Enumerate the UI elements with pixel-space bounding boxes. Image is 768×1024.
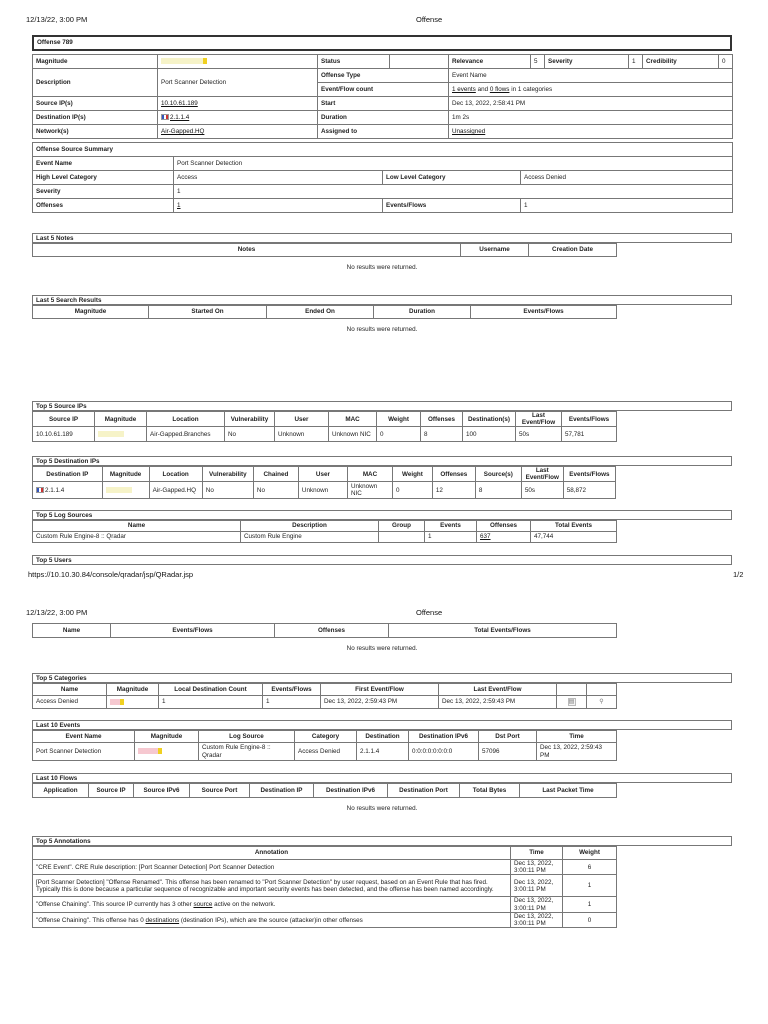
destination-ips-label: Destination IP(s) xyxy=(33,111,158,125)
destination-ips-table xyxy=(32,466,616,499)
cat-name: Access Denied xyxy=(33,696,107,709)
summary-offenses-label: Offenses xyxy=(33,199,174,213)
src-col-vulnerability[interactable]: Vulnerability xyxy=(225,412,275,427)
search-results-table xyxy=(32,305,617,319)
dst-ip xyxy=(33,482,103,499)
log-col-offenses[interactable]: Offenses xyxy=(477,521,531,532)
ev-col-log-source[interactable]: Log Source xyxy=(199,731,295,743)
src-last: 50s xyxy=(516,427,562,442)
source-ips-section xyxy=(32,401,732,442)
magnifier-icon[interactable]: ⚲ xyxy=(599,698,604,705)
log-description: Custom Rule Engine xyxy=(241,532,379,543)
notes-section xyxy=(32,233,732,279)
fl-col-source-ip[interactable]: Source IP xyxy=(89,784,134,798)
src-col-ip[interactable]: Source IP xyxy=(33,412,95,427)
fl-col-destination-port[interactable]: Destination Port xyxy=(388,784,460,798)
table-row[interactable] xyxy=(33,743,617,761)
ann-col-weight[interactable]: Weight xyxy=(563,847,617,860)
users-section-title-block xyxy=(32,555,732,565)
cat-col-events[interactable]: Events/Flows xyxy=(263,684,321,696)
table-row xyxy=(33,860,617,875)
ev-dst-port: 57096 xyxy=(479,743,537,761)
dst-chained: No xyxy=(253,482,298,499)
table-row xyxy=(33,912,617,927)
event-flow-count-label: Event/Flow count xyxy=(318,83,449,97)
ev-col-category[interactable]: Category xyxy=(295,731,357,743)
events-section xyxy=(32,720,732,761)
ev-time: Dec 13, 2022, 2:59:43 PM xyxy=(537,743,617,761)
cat-last: Dec 13, 2022, 2:59:43 PM xyxy=(439,696,557,709)
description-label: Description xyxy=(33,69,158,97)
dst-weight: 0 xyxy=(392,482,432,499)
src-col-location[interactable]: Location xyxy=(147,412,225,427)
src-destinations: 100 xyxy=(463,427,516,442)
duration-value: 1m 2s xyxy=(449,111,733,125)
users-col-offenses[interactable]: Offenses xyxy=(275,624,389,638)
log-events: 1 xyxy=(425,532,477,543)
events-link[interactable]: 1 events xyxy=(452,85,476,93)
ann-text xyxy=(33,912,511,927)
ann-source-link[interactable]: source xyxy=(193,901,213,909)
print-timestamp-2: 12/13/22, 3:00 PM xyxy=(26,608,88,617)
dst-col-events[interactable]: Events/Flows xyxy=(563,467,615,482)
flag-icon xyxy=(161,114,169,120)
credibility-value: 0 xyxy=(719,55,733,69)
print-page-title-2: Offense xyxy=(416,608,443,617)
dst-col-magnitude[interactable]: Magnitude xyxy=(102,467,149,482)
description-value: Port Scanner Detection xyxy=(158,69,318,97)
ann-weight: 1 xyxy=(563,897,617,912)
notes-empty: No results were returned. xyxy=(346,264,418,271)
dst-col-vulnerability[interactable]: Vulnerability xyxy=(202,467,253,482)
log-name: Custom Rule Engine-8 :: Qradar xyxy=(33,532,241,543)
annotations-title: Top 5 Annotations xyxy=(32,836,732,846)
dst-sources: 8 xyxy=(475,482,521,499)
src-col-offenses[interactable]: Offenses xyxy=(421,412,463,427)
dst-last: 50s xyxy=(521,482,563,499)
ann-text xyxy=(33,897,511,912)
cat-magnitude xyxy=(107,696,159,709)
start-value: Dec 13, 2022, 2:58:41 PM xyxy=(449,97,733,111)
table-row[interactable] xyxy=(33,427,617,442)
src-col-events[interactable]: Events/Flows xyxy=(562,412,617,427)
print-header-page1 xyxy=(0,15,768,27)
ann-weight: 0 xyxy=(563,912,617,927)
notes-table xyxy=(32,243,617,257)
assigned-to-link[interactable]: Unassigned xyxy=(452,127,486,135)
ev-col-destination[interactable]: Destination xyxy=(357,731,409,743)
dst-col-offenses[interactable]: Offenses xyxy=(432,467,475,482)
ev-col-magnitude[interactable]: Magnitude xyxy=(135,731,199,743)
categories-title: Top 5 Categories xyxy=(32,673,732,683)
notes-col-notes[interactable]: Notes xyxy=(33,244,461,257)
cat-col-name[interactable]: Name xyxy=(33,684,107,696)
duration-label: Duration xyxy=(318,111,449,125)
status-label: Status xyxy=(318,55,390,69)
source-summary-title: Offense Source Summary xyxy=(33,143,733,157)
ev-destination: 2.1.1.4 xyxy=(357,743,409,761)
src-weight: 0 xyxy=(377,427,421,442)
cat-col-last[interactable]: Last Event/Flow xyxy=(439,684,557,696)
log-group xyxy=(379,532,425,543)
ev-category: Access Denied xyxy=(295,743,357,761)
src-ip: 10.10.61.189 xyxy=(33,427,95,442)
src-col-magnitude[interactable]: Magnitude xyxy=(95,412,147,427)
cat-col-icon-a xyxy=(557,684,587,696)
table-row[interactable] xyxy=(33,482,616,499)
ann-text: "CRE Event". CRE Rule description: [Port Scanner Detection] Port Scanner Detection xyxy=(33,860,511,875)
severity-label: Severity xyxy=(545,55,629,69)
log-col-description[interactable]: Description xyxy=(241,521,379,532)
dst-col-weight[interactable]: Weight xyxy=(392,467,432,482)
src-col-weight[interactable]: Weight xyxy=(377,412,421,427)
search-col-events-flows[interactable]: Events/Flows xyxy=(471,306,617,319)
flows-title: Last 10 Flows xyxy=(32,773,732,783)
high-level-value: Access xyxy=(174,171,383,185)
cat-col-icon-b xyxy=(587,684,617,696)
ann-text: [Port Scanner Detection] "Offense Renamed". This offense has been renamed to "Port Scanner Detection" by user request, based on an Event Rule that has fired. Typically this is done because a particular sequence of recognizable and important security events has been detected, and the offense has been named accordingly. xyxy=(33,875,511,897)
print-header-page2 xyxy=(0,608,768,620)
ev-col-dest-ipv6[interactable]: Destination IPv6 xyxy=(409,731,479,743)
summary-events-flows-label: Events/Flows xyxy=(383,199,521,213)
categories-section xyxy=(32,673,732,709)
offense-type-value: Event Name xyxy=(449,69,733,83)
log-col-name[interactable]: Name xyxy=(33,521,241,532)
event-name-value: Port Scanner Detection xyxy=(174,157,733,171)
dst-col-mac[interactable]: MAC xyxy=(347,467,392,482)
ann-text-part: "Offense Chaining". This offense has 0 xyxy=(36,916,146,924)
dst-magnitude xyxy=(102,482,149,499)
cat-events: 1 xyxy=(263,696,321,709)
flows-empty: No results were returned. xyxy=(346,805,418,812)
destination-ips-title: Top 5 Destination IPs xyxy=(32,456,732,466)
categories-text: in 1 categories xyxy=(511,85,553,93)
search-col-started-on[interactable]: Started On xyxy=(149,306,267,319)
log-col-events[interactable]: Events xyxy=(425,521,477,532)
table-row[interactable] xyxy=(33,696,617,709)
dst-ip-text: 2.1.1.4 xyxy=(45,486,65,494)
log-sources-section xyxy=(32,510,732,543)
cat-col-magnitude[interactable]: Magnitude xyxy=(107,684,159,696)
low-level-label: Low Level Category xyxy=(383,171,521,185)
ev-name: Port Scanner Detection xyxy=(33,743,135,761)
source-ips-title: Top 5 Source IPs xyxy=(32,401,732,411)
ann-time: Dec 13, 2022, 3:00:11 PM xyxy=(511,875,563,897)
ann-text-part: "Offense Chaining". This source IP currently has 3 other xyxy=(36,901,194,909)
document-icon[interactable]: ▤ xyxy=(568,699,575,705)
cat-first: Dec 13, 2022, 2:59:43 PM xyxy=(321,696,439,709)
search-col-duration[interactable]: Duration xyxy=(374,306,471,319)
src-user: Unknown xyxy=(275,427,329,442)
assigned-to-label: Assigned to xyxy=(318,125,449,139)
magnitude-bar-icon xyxy=(110,699,124,705)
cat-local-dest: 1 xyxy=(159,696,263,709)
magnitude-bar-icon xyxy=(98,431,124,437)
source-ips-table xyxy=(32,411,617,442)
offense-type-label: Offense Type xyxy=(318,69,449,83)
ev-log-source: Custom Rule Engine-8 :: Qradar xyxy=(199,743,295,761)
log-offenses-link[interactable]: 637 xyxy=(480,533,491,541)
src-location: Air-Gapped.Branches xyxy=(147,427,225,442)
flows-link[interactable]: 0 flows xyxy=(489,85,510,93)
ann-weight: 1 xyxy=(563,875,617,897)
start-label: Start xyxy=(318,97,449,111)
users-table xyxy=(32,623,617,638)
dst-col-user[interactable]: User xyxy=(298,467,347,482)
summary-severity-label: Severity xyxy=(33,185,174,199)
fl-col-source-ipv6[interactable]: Source IPv6 xyxy=(134,784,190,798)
dst-events: 58,872 xyxy=(563,482,615,499)
network-link[interactable]: Air-Gapped.HQ xyxy=(161,127,205,135)
src-magnitude xyxy=(95,427,147,442)
categories-table xyxy=(32,683,617,709)
events-table xyxy=(32,730,617,761)
flows-section xyxy=(32,773,732,820)
ev-magnitude xyxy=(135,743,199,761)
fl-col-application[interactable]: Application xyxy=(33,784,89,798)
fl-col-destination-ip[interactable]: Destination IP xyxy=(250,784,314,798)
notes-col-creation-date[interactable]: Creation Date xyxy=(529,244,617,257)
magnitude-bar-icon xyxy=(161,58,207,64)
summary-offenses-link[interactable]: 1 xyxy=(177,201,181,209)
ann-col-annotation[interactable]: Annotation xyxy=(33,847,511,860)
src-col-mac[interactable]: MAC xyxy=(329,412,377,427)
high-level-label: High Level Category xyxy=(33,171,174,185)
log-col-group[interactable]: Group xyxy=(379,521,425,532)
log-sources-table xyxy=(32,520,617,543)
dst-location: Air-Gapped.HQ xyxy=(149,482,202,499)
magnitude-bar-icon xyxy=(138,748,162,754)
ann-weight: 6 xyxy=(563,860,617,875)
offense-details xyxy=(32,35,732,213)
notes-title: Last 5 Notes xyxy=(32,233,732,243)
ev-col-dst-port[interactable]: Dst Port xyxy=(479,731,537,743)
ev-col-time[interactable]: Time xyxy=(537,731,617,743)
and-text: and xyxy=(477,85,489,93)
magnitude-bar-icon xyxy=(106,487,132,493)
ann-time: Dec 13, 2022, 3:00:11 PM xyxy=(511,860,563,875)
event-flow-count-value xyxy=(449,83,733,97)
users-col-name[interactable]: Name xyxy=(33,624,111,638)
relevance-value: 5 xyxy=(531,55,545,69)
dst-user: Unknown xyxy=(298,482,347,499)
src-col-user[interactable]: User xyxy=(275,412,329,427)
dst-offenses: 12 xyxy=(432,482,475,499)
fl-col-last-packet[interactable]: Last Packet Time xyxy=(520,784,617,798)
src-mac: Unknown NIC xyxy=(329,427,377,442)
relevance-label: Relevance xyxy=(449,55,531,69)
dst-col-sources[interactable]: Source(s) xyxy=(475,467,521,482)
source-ips-label: Source IP(s) xyxy=(33,97,158,111)
users-title: Top 5 Users xyxy=(32,555,732,565)
flag-icon xyxy=(36,487,44,493)
src-col-destinations[interactable]: Destination(s) xyxy=(463,412,516,427)
search-results-empty: No results were returned. xyxy=(346,326,418,333)
print-url: https://10.10.30.84/console/qradar/jsp/QRadar.jsp xyxy=(28,570,194,579)
ann-time: Dec 13, 2022, 3:00:11 PM xyxy=(511,912,563,927)
print-page-title: Offense xyxy=(416,15,443,24)
users-col-total[interactable]: Total Events/Flows xyxy=(389,624,617,638)
dst-col-last[interactable]: Last Event/Flow xyxy=(521,467,563,482)
flows-table xyxy=(32,783,617,798)
networks-label: Network(s) xyxy=(33,125,158,139)
ev-dest-ipv6: 0:0:0:0:0:0:0:0 xyxy=(409,743,479,761)
table-row xyxy=(33,875,617,897)
users-empty: No results were returned. xyxy=(346,645,418,652)
print-page-number: 1/2 xyxy=(733,570,744,579)
notes-col-username[interactable]: Username xyxy=(461,244,529,257)
src-col-last[interactable]: Last Event/Flow xyxy=(516,412,562,427)
cat-col-local-dest[interactable]: Local Destination Count xyxy=(159,684,263,696)
fl-col-source-port[interactable]: Source Port xyxy=(190,784,250,798)
log-sources-title: Top 5 Log Sources xyxy=(32,510,732,520)
annotations-section xyxy=(32,836,732,928)
destination-ips-section xyxy=(32,456,732,499)
events-title: Last 10 Events xyxy=(32,720,732,730)
low-level-value: Access Denied xyxy=(521,171,733,185)
credibility-label: Credibility xyxy=(643,55,719,69)
dst-col-location[interactable]: Location xyxy=(149,467,202,482)
offense-table xyxy=(32,54,733,139)
dst-col-chained[interactable]: Chained xyxy=(253,467,298,482)
users-col-events[interactable]: Events/Flows xyxy=(111,624,275,638)
fl-col-total-bytes[interactable]: Total Bytes xyxy=(460,784,520,798)
fl-col-destination-ipv6[interactable]: Destination IPv6 xyxy=(314,784,388,798)
ann-destinations-link[interactable]: destinations xyxy=(145,916,180,924)
search-col-ended-on[interactable]: Ended On xyxy=(267,306,374,319)
magnitude-cell xyxy=(158,55,318,69)
magnitude-label: Magnitude xyxy=(33,55,158,69)
dst-mac: Unknown NIC xyxy=(347,482,392,499)
destination-ip-link[interactable]: 2.1.1.4 xyxy=(170,113,190,121)
offense-title: Offense 789 xyxy=(32,35,732,51)
src-events: 57,781 xyxy=(562,427,617,442)
annotations-table xyxy=(32,846,617,928)
log-total: 47,744 xyxy=(531,532,617,543)
ev-col-name[interactable]: Event Name xyxy=(33,731,135,743)
summary-severity-value: 1 xyxy=(174,185,733,199)
status-value xyxy=(390,55,449,69)
ann-col-time[interactable]: Time xyxy=(511,847,563,860)
log-col-total[interactable]: Total Events xyxy=(531,521,617,532)
table-row xyxy=(33,897,617,912)
src-vulnerability: No xyxy=(225,427,275,442)
event-name-label: Event Name xyxy=(33,157,174,171)
summary-events-flows-value: 1 xyxy=(521,199,733,213)
search-results-section xyxy=(32,295,732,341)
cat-col-first[interactable]: First Event/Flow xyxy=(321,684,439,696)
table-row[interactable] xyxy=(33,532,617,543)
source-summary-table xyxy=(32,142,733,213)
search-col-magnitude[interactable]: Magnitude xyxy=(33,306,149,319)
users-section xyxy=(32,623,732,660)
print-timestamp: 12/13/22, 3:00 PM xyxy=(26,15,88,24)
source-ip-link[interactable]: 10.10.61.189 xyxy=(161,99,198,107)
severity-value: 1 xyxy=(629,55,643,69)
ann-time: Dec 13, 2022, 3:00:11 PM xyxy=(511,897,563,912)
dst-col-ip[interactable]: Destination IP xyxy=(33,467,103,482)
dst-vulnerability: No xyxy=(202,482,253,499)
search-results-title: Last 5 Search Results xyxy=(32,295,732,305)
src-offenses: 8 xyxy=(421,427,463,442)
ann-text-part: (destination IPs), which are the source (attacker)in other offenses xyxy=(179,916,363,924)
ann-text-part: active on the network. xyxy=(212,901,276,909)
